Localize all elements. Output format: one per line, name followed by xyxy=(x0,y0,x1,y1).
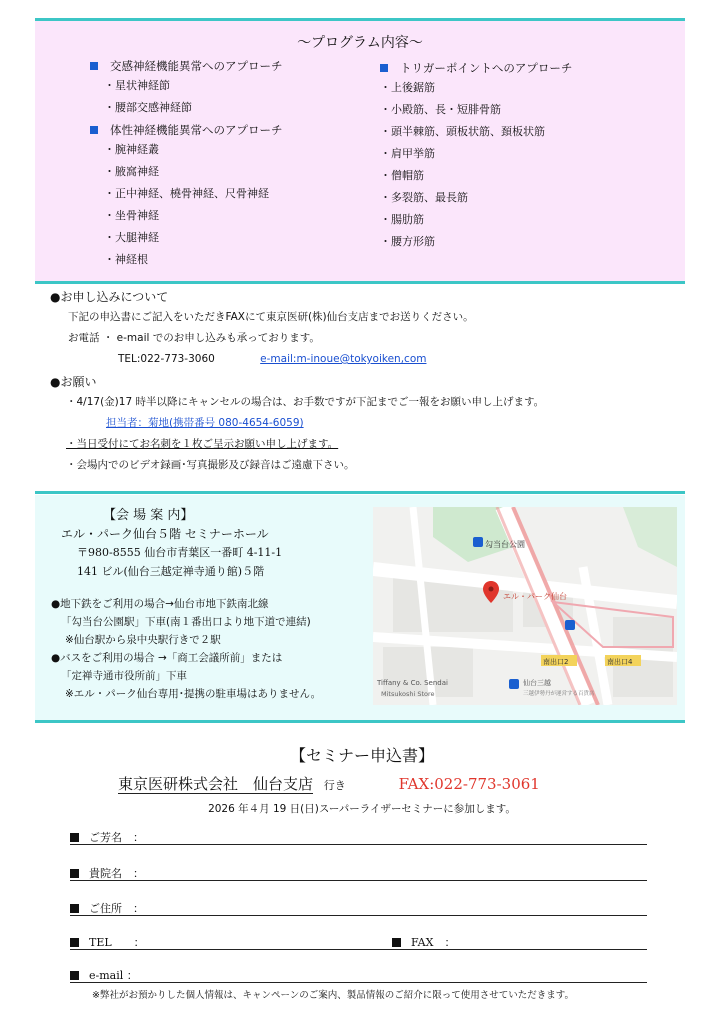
tel-field[interactable]: TEL ： xyxy=(70,936,145,949)
form-recipient xyxy=(118,773,638,794)
map-store-sub: 三越伊勢丹が運営する百貨店 xyxy=(523,691,595,697)
venue-name: エル・パーク仙台５階 セミナーホール xyxy=(61,527,269,541)
program-item: ・上後鋸筋 xyxy=(380,81,435,94)
apply-line: 下記の申込書にご記入をいただきFAXにて東京医研(株)仙台支店までお送りください。 xyxy=(68,311,474,323)
map-pin-label: エル・パーク仙台 xyxy=(503,592,567,601)
request-title: ●お願い xyxy=(50,375,97,389)
map-store-label: 仙台三越 xyxy=(523,679,551,687)
subway-icon xyxy=(565,620,575,630)
program-right-column xyxy=(380,59,670,253)
program-item: ・星状神経節 xyxy=(104,79,170,92)
map-station-label: 勾当台公園 xyxy=(485,540,525,549)
program-item: ・腰方形筋 xyxy=(380,235,435,248)
privacy-note: ※弊社がお預かりした個人情報は、キャンペーンのご案内、製品情報のご紹介に限って使用させていただきます。 xyxy=(92,990,575,1001)
subway-icon xyxy=(473,537,483,547)
form-event: 2026 年４月 19 日(日)スーパーライザーセミナーに参加します。 xyxy=(208,803,516,815)
form-to: 行き xyxy=(323,779,346,792)
email-link[interactable]: e-mail:m-inoue@tokyoiken,com xyxy=(260,353,427,365)
map-shop-label: Tiffany & Co. Sendai xyxy=(377,679,448,687)
venue-title: 【会 場 案 内】 xyxy=(103,508,194,523)
form-company: 東京医研株式会社 仙台支店 xyxy=(118,775,314,793)
fax-field[interactable]: FAX ： xyxy=(392,934,455,950)
program-item: ・坐骨神経 xyxy=(104,209,159,222)
venue-bus: ●バスをご利用の場合 →「商工会議所前」または xyxy=(51,652,283,664)
program-left-column xyxy=(90,57,370,271)
venue-divider-bottom xyxy=(35,720,685,723)
square-bullet-icon xyxy=(70,971,79,980)
program-item: ・神経根 xyxy=(104,253,148,266)
venue-box xyxy=(35,495,685,720)
program-heading-somatic: 体性神経機能異常へのアプローチ xyxy=(90,121,370,139)
venue-bus: 「定禅寺通市役所前」下車 xyxy=(61,670,187,682)
square-bullet-icon xyxy=(70,833,79,842)
venue-subway: ●地下鉄をご利用の場合→仙台市地下鉄南北線 xyxy=(51,598,269,610)
square-bullet-icon xyxy=(70,938,79,947)
venue-parking: ※エル・パーク仙台専用･提携の駐車場はありません。 xyxy=(65,688,322,700)
venue-address: 〒980-8555 仙台市青葉区一番町 4-11-1 xyxy=(77,546,283,559)
program-heading-trigger: トリガーポイントへのアプローチ xyxy=(380,59,670,77)
square-bullet-icon xyxy=(70,869,79,878)
map-graphic xyxy=(373,507,677,705)
square-bullet-icon xyxy=(392,938,401,947)
square-bullet-icon xyxy=(90,62,98,70)
square-bullet-icon xyxy=(380,64,388,72)
apply-line: お電話 ・ e-mail でのお申し込みも承っております。 xyxy=(68,332,320,344)
venue-subway: ※仙台駅から泉中央駅行きで２駅 xyxy=(65,634,221,646)
venue-address: 141 ビル(仙台三越定禅寺通り館)５階 xyxy=(77,565,265,578)
square-bullet-icon xyxy=(70,904,79,913)
request-line: ・会場内でのビデオ録画･写真撮影及び録音はご遠慮下さい。 xyxy=(66,459,355,471)
tel-fax-row xyxy=(70,934,647,950)
request-contact xyxy=(50,413,690,434)
program-item: ・大腿神経 xyxy=(104,231,159,244)
contact-person[interactable]: 担当者：菊地(携帯番号 080-4654-6059) xyxy=(106,417,304,429)
name-field[interactable]: ご芳名 ： xyxy=(70,829,647,845)
phone-number: TEL:022-773-3060 xyxy=(118,353,215,365)
program-item: ・腕神経叢 xyxy=(104,143,159,156)
venue-divider-top xyxy=(35,491,685,494)
program-item: ・正中神経、橈骨神経、尺骨神経 xyxy=(104,187,269,200)
contact-line xyxy=(50,349,690,370)
program-item: ・腰部交感神経節 xyxy=(104,101,192,114)
program-heading-sympathetic: 交感神経機能異常へのアプローチ xyxy=(90,57,370,75)
form-fax-number: FAX:022-773-3061 xyxy=(398,775,540,793)
request-line: ・当日受付にてお名刺を１枚ご呈示お願い申し上げます。 xyxy=(66,438,339,450)
program-item: ・小殿筋、長・短腓骨筋 xyxy=(380,103,501,116)
program-item: ・肩甲挙筋 xyxy=(380,147,435,160)
form-title: 【セミナー申込書】 xyxy=(289,746,434,765)
map-exit-label: 南出口2 xyxy=(543,658,569,666)
program-item: ・腋窩神経 xyxy=(104,165,159,178)
venue-subway: 「勾当台公園駅」下車(南１番出口より地下道で連結) xyxy=(61,616,311,628)
clinic-field[interactable]: 貴院名 ： xyxy=(70,865,647,881)
program-box xyxy=(35,21,685,281)
email-field[interactable]: e-mail ： xyxy=(70,967,647,983)
address-field[interactable]: ご住所 ： xyxy=(70,900,647,916)
subway-icon xyxy=(509,679,519,689)
program-item: ・僧帽筋 xyxy=(380,169,424,182)
map-shop-sub: Mitsukoshi Store xyxy=(381,690,435,698)
map-exit-label: 南出口4 xyxy=(607,658,633,666)
program-title: ～プログラム内容～ xyxy=(297,35,423,51)
request-line: ・4/17(金)17 時半以降にキャンセルの場合は、お手数ですが下記までご一報をお願い申し上げます。 xyxy=(66,396,545,408)
apply-title: ●お申し込みについて xyxy=(50,290,169,304)
venue-info xyxy=(51,507,371,703)
program-item: ・多裂筋、最長筋 xyxy=(380,191,468,204)
application-section xyxy=(50,287,690,476)
venue-map[interactable] xyxy=(373,507,677,705)
program-item: ・腸肋筋 xyxy=(380,213,424,226)
square-bullet-icon xyxy=(90,126,98,134)
program-item: ・頭半棘筋、頭板状筋、頚板状筋 xyxy=(380,125,545,138)
program-divider xyxy=(35,281,685,284)
